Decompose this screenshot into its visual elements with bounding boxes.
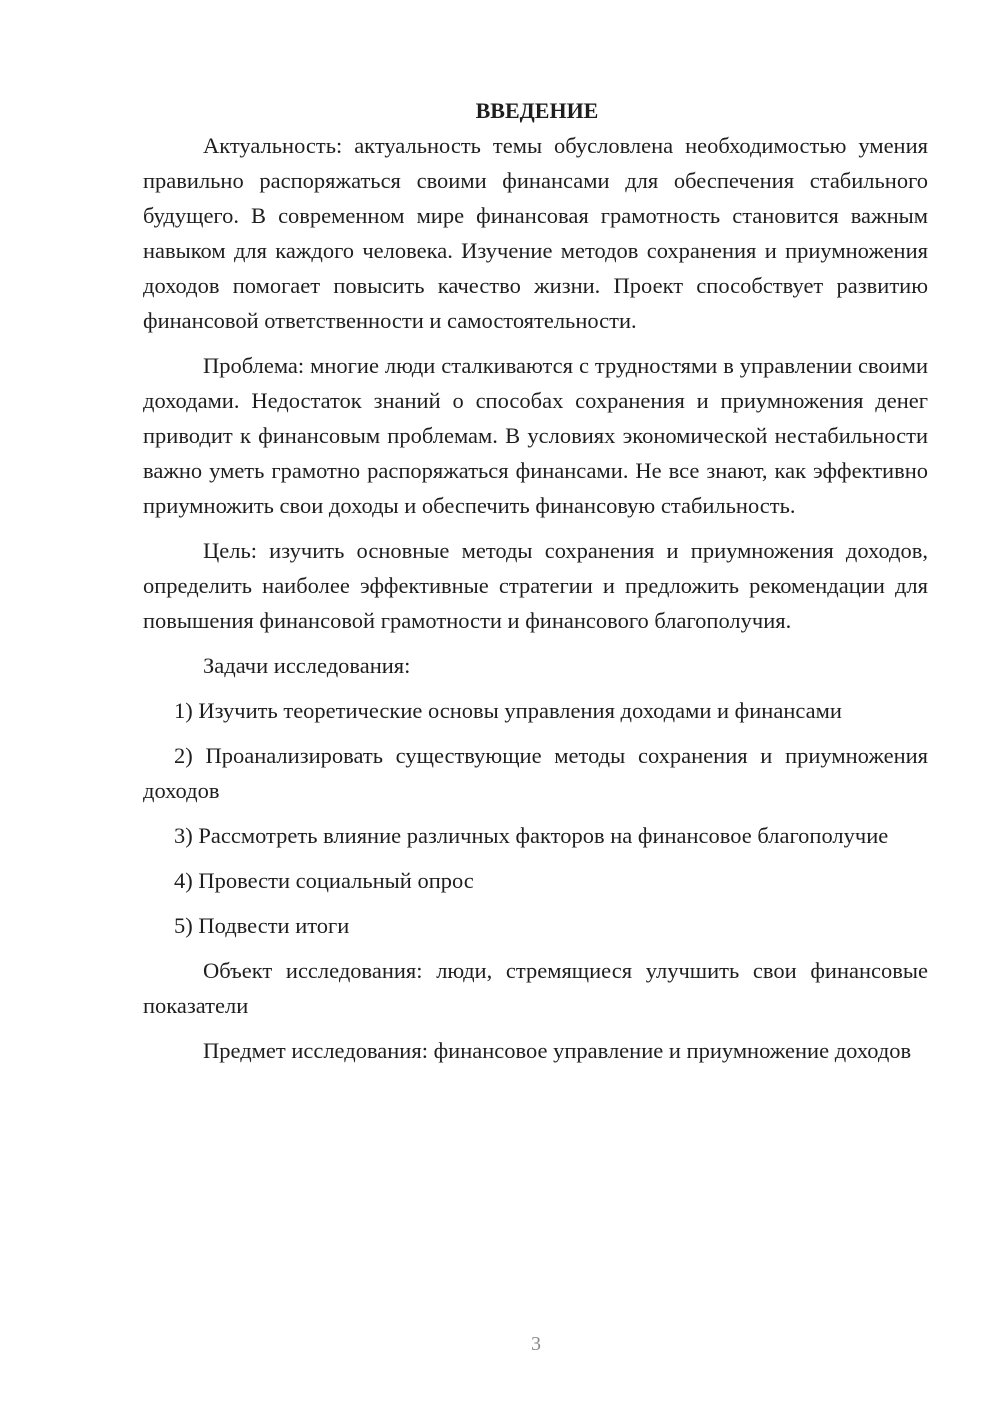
research-object-paragraph: Объект исследования: люди, стремящиеся улучшить свои финансовые показатели [143, 958, 928, 1018]
research-subject-paragraph: Предмет исследования: финансовое управление и приумножение доходов [203, 1038, 912, 1063]
problem-paragraph: Проблема: многие люди сталкиваются с трудностями в управлении своими доходами. Недостаток знаний о способах сохранения и приумножения денег приводит к финансовым проблемам. В условиях экономической нестабильности важно уметь грамотно распоряжаться финансами. Не все знают, как эффективно приумножить свои доходы и обеспечить финансовую стабильность. [143, 353, 928, 518]
task-item-1: 1) Изучить теоретические основы управления доходами и финансами [174, 698, 842, 723]
relevance-paragraph: Актуальность: актуальность темы обусловлена необходимостью умения правильно распоряжаться своими финансами для обеспечения стабильного будущего. В современном мире финансовая грамотность становится важным навыком для каждого человека. Изучение методов сохранения и приумножения доходов помогает повысить качество жизни. Проект способствует развитию финансовой ответственности и самостоятельности. [143, 133, 928, 333]
task-item-5: 5) Подвести итоги [174, 913, 350, 938]
section-heading: ВВЕДЕНИЕ [475, 98, 599, 123]
page-number: 3 [531, 1333, 541, 1355]
goal-paragraph: Цель: изучить основные методы сохранения и приумножения доходов, определить наиболее эффективные стратегии и предложить рекомендации для повышения финансовой грамотности и финансового благополучия. [143, 538, 928, 633]
task-item-3: 3) Рассмотреть влияние различных факторов на финансовое благополучие [174, 823, 889, 848]
task-item-2: 2) Проанализировать существующие методы сохранения и приумножения доходов [143, 743, 928, 803]
tasks-heading: Задачи исследования: [203, 653, 411, 678]
document-page [143, 93, 928, 1078]
task-item-4: 4) Провести социальный опрос [174, 868, 474, 893]
